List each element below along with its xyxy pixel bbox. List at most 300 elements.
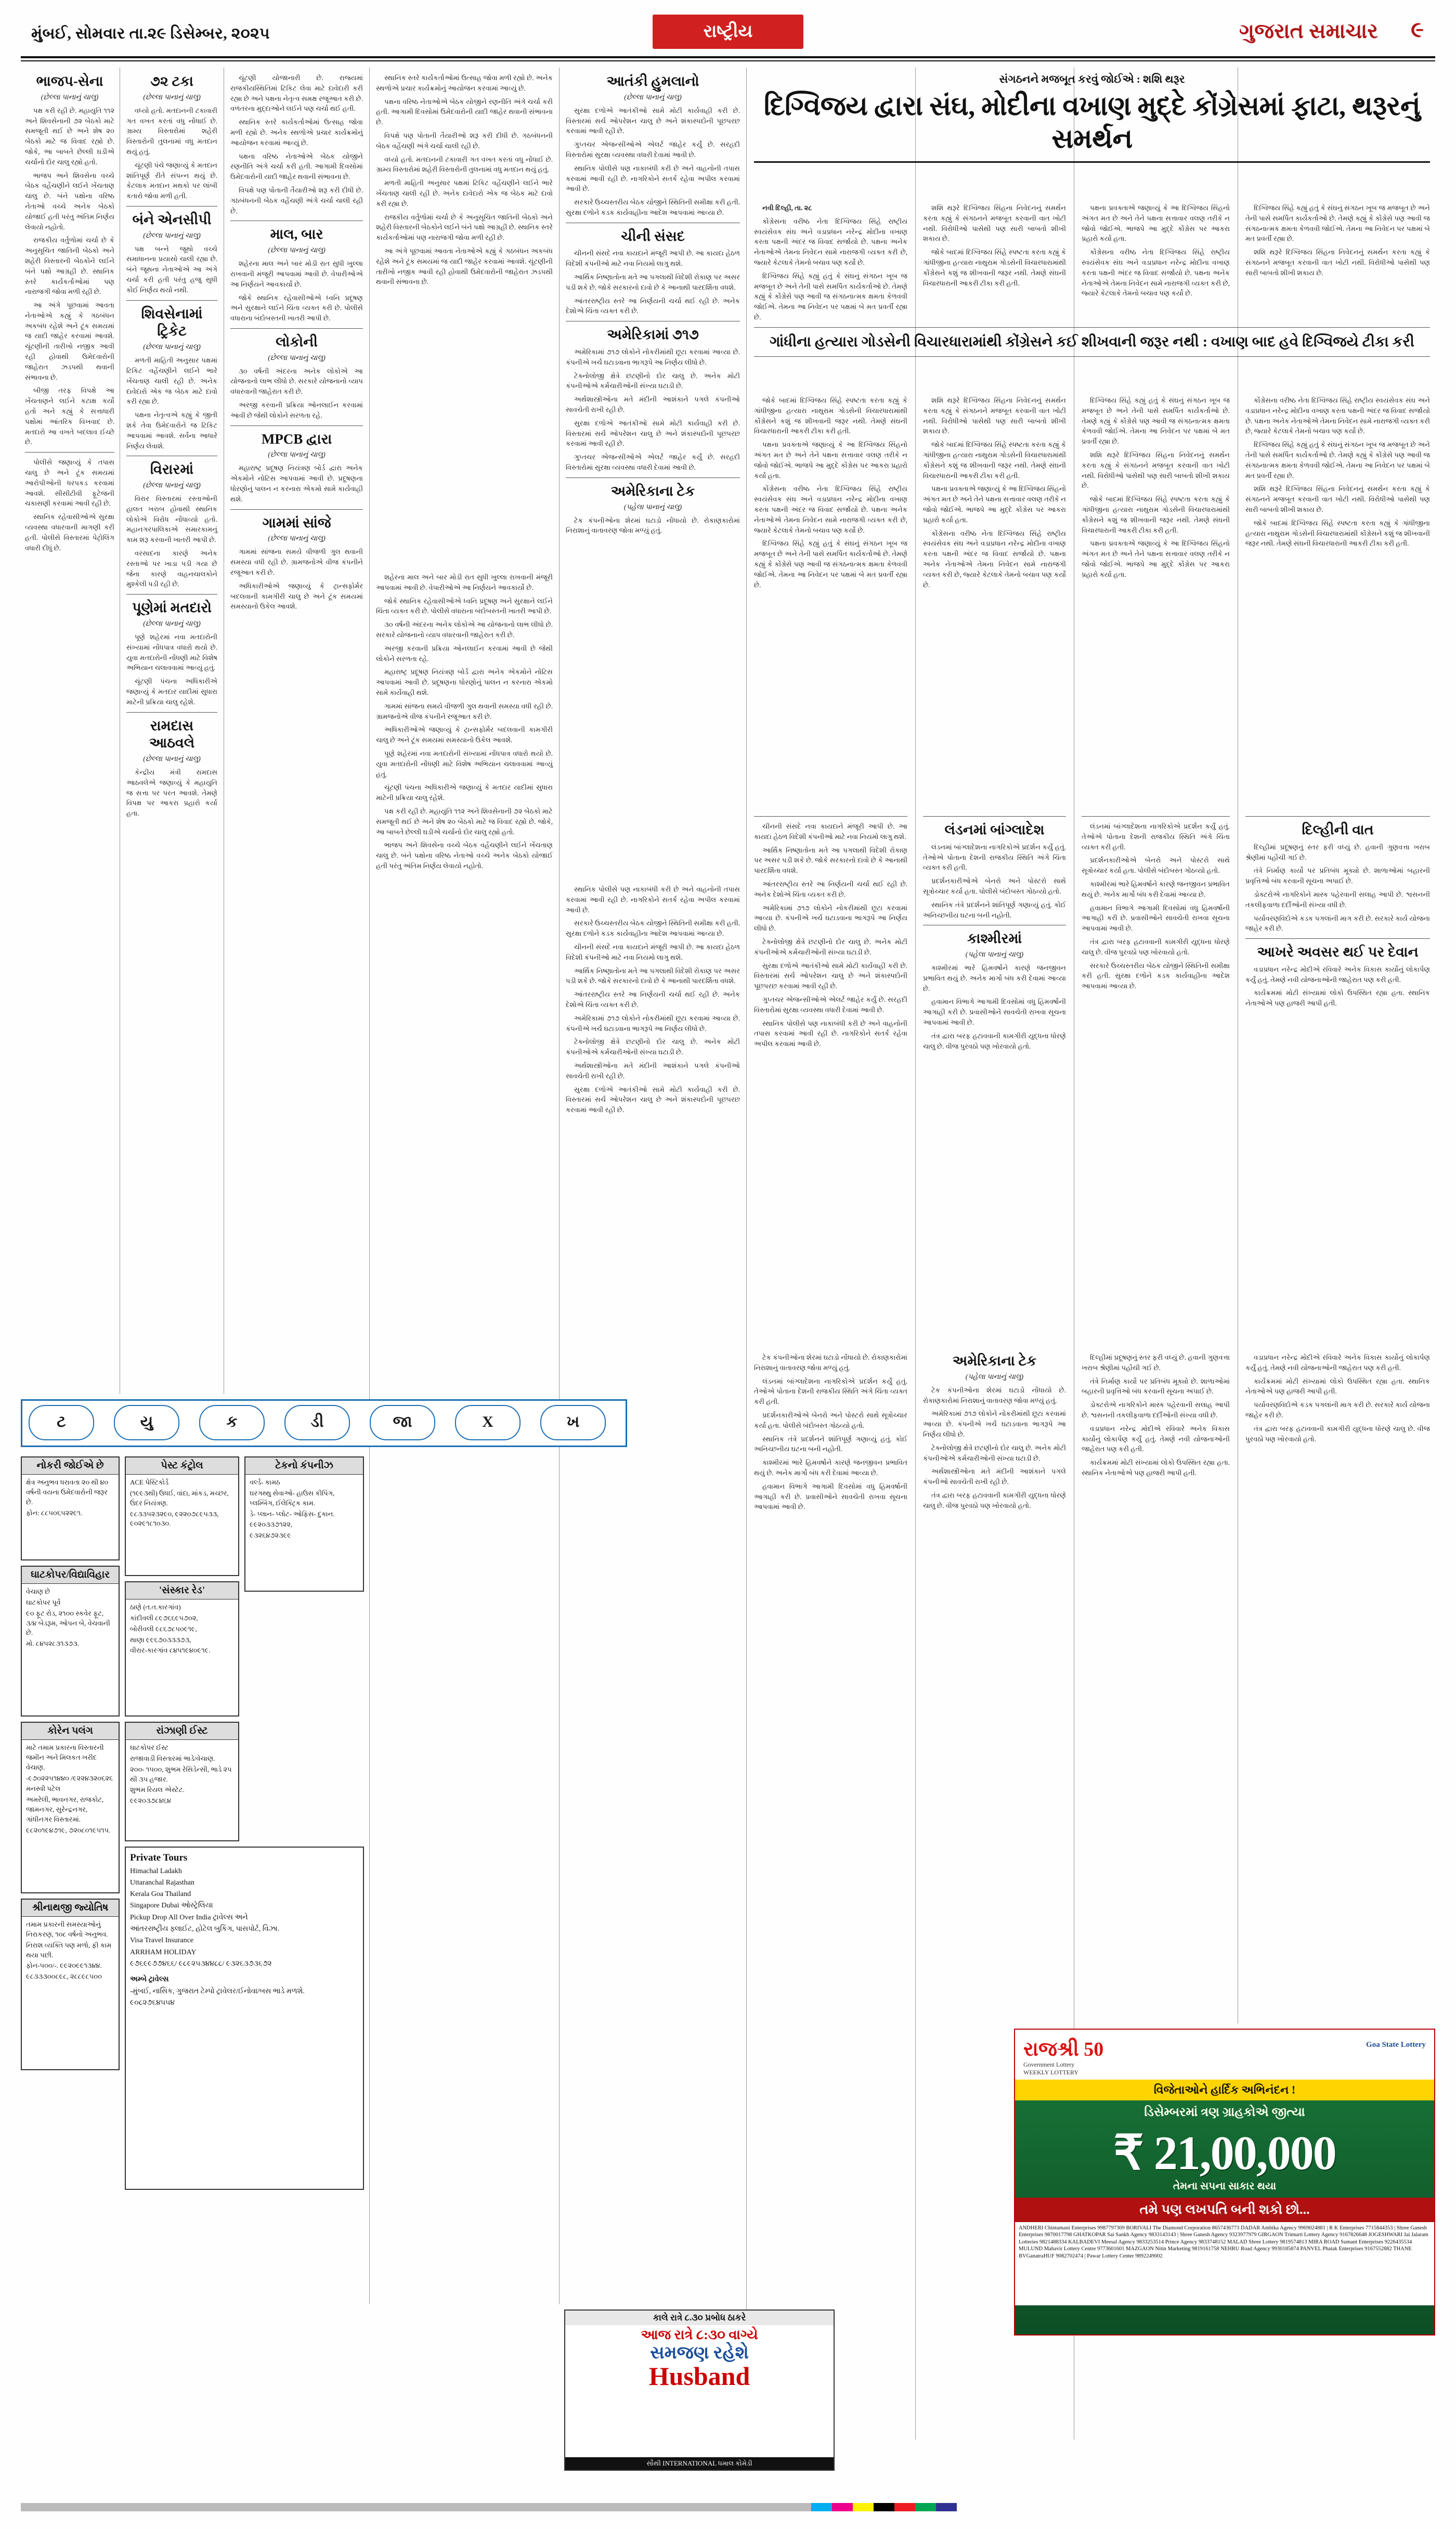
classified-body: [126, 1848, 363, 2012]
paragraph: પ્રદર્શનકારીઓએ બેનરો અને પોસ્ટરો સાથે સૂત્રોચ્ચાર કર્યા હતા. પોલીસે બંદોબસ્ત ગોઠવ્યો હતો.: [923, 877, 1066, 895]
paragraph: સ્થાનિક પોલીસે પણ નાકાબંધી કરી છે અને વાહનોની તપાસ કરવામાં આવી રહી છે. નાગરિકોને સતર્ક રહેવા અપીલ કરવામાં આવી છે.: [566, 164, 740, 193]
divider: [754, 356, 1430, 357]
paragraph: પક્ષના વરિષ્ઠ નેતાઓએ બેઠક યોજીને રણનીતિ અંગે ચર્ચા કરી હતી. આગામી દિવસોમાં ઉમેદવારોની યાદી જાહેર થવાની સંભાવના છે.: [230, 152, 363, 181]
article-bhajap-sena: [25, 73, 114, 553]
paragraph: કાર્યક્રમમાં મોટી સંખ્યામાં લોકો ઉપસ્થિત રહ્યા હતા. સ્થાનિક નેતાઓએ પણ હાજરી આપી હતી.: [1245, 1377, 1430, 1396]
paragraph: વડાપ્રધાન નરેન્દ્ર મોદીએ રવિવારે અનેક વિકાસ કાર્યોનું લોકાર્પણ કર્યું હતું. તેમણે નવી યોજનાઓની જાહેરાત પણ કરી હતી.: [1245, 965, 1430, 984]
article-continuation-note: (પહેલા પાનાનું ચાલુ): [965, 951, 1024, 959]
color-swatch: [478, 2503, 499, 2511]
classified-line: ૯૦ ફૂટ રોડ, ૨૧૦૦ સ્કવેર ફૂટ, ૩/૪ બેડરૂમ, ઓપન બે, વેચવાની છે.: [26, 1609, 110, 1637]
paragraph: દિગ્વિજય સિંહે કહ્યું હતું કે સંઘનું સંગઠન ખૂબ જ મજબૂત છે અને તેની પાસે સમર્પિત કાર્યકર્તાઓ છે. તેમણે કહ્યું કે કોંગ્રેસે પણ આવી જ સંગઠનાત્મક ક્ષમતા કેળવવી જોઈએ. તેમના આ નિવેદન પર પક્ષમાં બે મત પ્રવર્તી રહ્યા છે.: [1245, 204, 1430, 243]
lottery-cta[interactable]: તમે પણ લખપતિ બની શકો છો...: [1015, 2198, 1434, 2222]
classified-line: વર્લ્ડ- કામઠ: [250, 1478, 280, 1486]
paragraph: વિપક્ષે પણ પોતાની તૈયારીઓ શરૂ કરી દીધી છે. ગઠબંધનની બેઠક વહેંચણી અંગે ચર્ચા ચાલી રહી છે.: [230, 186, 363, 215]
classified-line: ઠાણે (ત.ત.કારગાંવ): [130, 1603, 181, 1611]
paragraph: તંત્ર દ્વારા બરફ હટાવવાની કામગીરી યુદ્ધના ધોરણે ચાલુ છે. વીજ પુરવઠો પણ ખોરવાયો હતો.: [1082, 937, 1230, 956]
article-continuation-note: (છેલ્લા પાનાનું ચાલુ): [143, 93, 201, 101]
color-swatch-yellow: [853, 2503, 874, 2511]
paragraph: ટેક કંપનીઓના શેરમાં ઘટાડો નોંધાયો છે. રોકાણકારોમાં નિરાશાનું વાતાવરણ જોવા મળ્યું હતું.: [566, 516, 740, 535]
color-swatch: [166, 2503, 187, 2511]
paragraph: આ અંગે પૂછવામાં આવતા નેતાઓએ કહ્યું કે ગઠબંધન અકબંધ રહેશે અને ટૂંક સમયમાં જ યાદી જાહેર કરવામાં આવશે. ચૂંટણીની તારીખો નજીક આવી રહી હોવાથી ઉમેદવારોની જાહેરાત ઝડપથી થવાની સંભાવના છે.: [25, 301, 114, 381]
lead-col-3: [1082, 203, 1230, 302]
color-swatch: [291, 2503, 312, 2511]
article-heading: અમેરિકાના ટેક: [952, 1353, 1037, 1369]
paragraph: કાશ્મીરમાં ભારે હિમવર્ષાને કારણે જનજીવન પ્રભાવિત થયું છે. અનેક માર્ગો બંધ કરી દેવામાં આવ્યા છે.: [754, 1459, 907, 1477]
paragraph: પક્ષના પ્રવક્તાએ જણાવ્યું કે આ દિગ્વિજય સિંહનો અંગત મત છે અને તેને પક્ષના સત્તાવાર વલણ તરીકે ન જોવો જોઈએ. ભાજપે આ મુદ્દે કોંગ્રેસ પર આકરા પ્રહારો કર્યા હતા.: [754, 441, 907, 480]
article-body: [1082, 395, 1230, 580]
classified-token-band: [21, 1399, 627, 1447]
article-continuation-note: (પહેલા પાનાનું ચાલુ): [623, 503, 682, 511]
paragraph: તંત્રે નિર્માણ કાર્યો પર પ્રતિબંધ મૂક્યો છે. શાળાઓમાં બહારની પ્રવૃત્તિઓ બંધ કરવાની સૂચના અપાઈ છે.: [1245, 867, 1430, 885]
color-swatch: [21, 2503, 42, 2511]
paragraph: કેન્દ્રીય મંત્રી રામદાસ આઠવલેએ જણાવ્યું કે મહાયુતિ જ સત્તા પર પરત આવશે. તેમણે વિપક્ષ પર આકરા પ્રહારો કર્યા હતા.: [126, 768, 217, 818]
classified-title: 'સંસ્કાર રેડ': [126, 1582, 238, 1599]
classified-ad[interactable]: [244, 1456, 364, 1592]
token-cell: જા: [370, 1405, 435, 1440]
classified-title: અમ્બે ટ્રાવેલ્સ: [130, 1976, 169, 1984]
dateline: નવી દિલ્હી, તા. ૨૮: [762, 204, 812, 212]
paragraph: કોંગ્રેસના વરીષ્ઠ નેતા દિગ્વિજય સિંહે રાષ્ટ્રીય સ્વયંસેવક સંઘ અને વડાપ્રધાન નરેન્દ્ર મોદીના વખાણ કરતા પક્ષની અંદર જ વિવાદ સર્જાયો છે. પક્ષના અનેક નેતાઓએ તેમના નિવેદન સામે નારાજગી વ્યક્ત કરી છે, જ્યારે કેટલાકે તેમનો બચાવ પણ કર્યો છે.: [923, 529, 1066, 589]
lead-headline: દિગ્વિજય દ્વારા સંઘ, મોદીના વખાણ મુદ્દે કોંગ્રેસમાં ફાટા, થરૂરનું સમર્થન: [763, 92, 1421, 154]
color-swatch: [250, 2503, 270, 2511]
paragraph: જોકે બાદમાં દિગ્વિજય સિંહે સ્પષ્ટતા કરતા કહ્યું કે ગાંધીજીના હત્યારા નાથુરામ ગોડસેની વિચારધારામાંથી કોંગ્રેસને કશું જ શીખવાની જરૂર નથી. તેમણે સંઘની વિચારધારાની આકરી ટીકા કરી હતી.: [1245, 519, 1430, 548]
article-body: [923, 963, 1066, 1051]
column-1: [25, 73, 114, 556]
classified-line: ફોન-૫૦૦/-. ૯૯૨૦૯૯૧૩૪૪.: [26, 1962, 102, 1970]
classified-line: ૯૯૨૦૩૭૮૪૬૪: [130, 1797, 172, 1805]
paragraph: ટેક્નોલોજી ક્ષેત્રે છટણીનો દોર ચાલુ છે. અનેક મોટી કંપનીઓએ કર્મચારીઓની સંખ્યા ઘટાડી છે.: [566, 1038, 740, 1056]
paragraph: દિગ્વિજય સિંહે કહ્યું હતું કે સંઘનું સંગઠન ખૂબ જ મજબૂત છે અને તેની પાસે સમર્પિત કાર્યકર્તાઓ છે. તેમણે કહ્યું કે કોંગ્રેસે પણ આવી જ સંગઠનાત્મક ક્ષમતા કેળવવી જોઈએ. તેમના આ નિવેદન પર પક્ષમાં બે મત પ્રવર્તી રહ્યા છે.: [754, 272, 907, 321]
article-body: [754, 203, 907, 322]
paragraph: તંત્ર દ્વારા બરફ હટાવવાની કામગીરી યુદ્ધના ધોરણે ચાલુ છે. વીજ પુરવઠો પણ ખોરવાયો હતો.: [923, 1491, 1066, 1509]
lottery-weekly-label: WEEKLY LOTTERY: [1023, 2069, 1078, 2076]
paragraph: પક્ષના પ્રવક્તાએ જણાવ્યું કે આ દિગ્વિજય સિંહનો અંગત મત છે અને તેને પક્ષના સત્તાવાર વલણ તરીકે ન જોવો જોઈએ. ભાજપે આ મુદ્દે કોંગ્રેસ પર આકરા પ્રહારો કર્યા હતા.: [923, 485, 1066, 524]
paragraph: સુરક્ષા દળોએ આતંકીઓ સામે મોટી કાર્યવાહી કરી છે. વિસ્તારમાં સર્ચ ઓપરેશન ચાલુ છે અને શંકાસ્પદોની પૂછપરછ કરવામાં આવી રહી છે.: [566, 1085, 740, 1114]
paragraph: સ્થાનિક સ્તરે કાર્યકર્તાઓમાં ઉત્સાહ જોવા મળી રહ્યો છે. અનેક સ્થળોએ પ્રચાર કાર્યક્રમોનું આયોજન કરવામાં આવ્યું છે.: [230, 118, 363, 147]
color-swatch: [770, 2503, 790, 2511]
paragraph: ગુપ્તચર એજન્સીઓએ એલર્ટ જાહેર કર્યું છે. સરહદી વિસ્તારોમાં સુરક્ષા વ્યવસ્થા વધારી દેવામાં આવી છે.: [754, 995, 907, 1014]
paragraph: આંતરરાષ્ટ્રીય સ્તરે આ નિર્ણયની ચર્ચા થઈ રહી છે. અનેક દેશોએ ચિંતા વ્યક્ત કરી છે.: [566, 990, 740, 1009]
paragraph: પોલીસે જણાવ્યું કે તપાસ ચાલુ છે અને ટૂંક સમયમાં આરોપીઓની ધરપકડ કરવામાં આવશે. સીસીટીવી ફૂટેજની ચકાસણી કરવામાં આવી રહી છે.: [25, 458, 114, 508]
paragraph: લંડનમાં બાંગ્લાદેશના નાગરિકોએ પ્રદર્શન કર્યું હતું. તેઓએ પોતાના દેશની રાજકીય સ્થિતિ અંગે ચિંતા વ્યક્ત કરી હતી.: [923, 843, 1066, 872]
article-body: [566, 106, 740, 218]
lottery-brand: [1023, 2038, 1103, 2076]
theatre-ad-subline: આજ રાત્રે ૮:૩૦ વાગ્યે: [641, 2327, 758, 2342]
article-body: [923, 203, 1066, 288]
classified-line: ડે- પ્લાન- પ્લોટ- ઓફિસ- દુકાન.: [250, 1509, 335, 1518]
paragraph: સ્થાનિક તંત્રે પ્રદર્શનને શાંતિપૂર્ણ ગણાવ્યું હતું. કોઈ અનિચ્છનીય ઘટના બની નહોતી.: [923, 900, 1066, 919]
column-divider: [746, 68, 747, 2440]
paragraph: ટેક કંપનીઓના શેરમાં ઘટાડો નોંધાયો છે. રોકાણકારોમાં નિરાશાનું વાતાવરણ જોવા મળ્યું હતું.: [923, 1386, 1066, 1404]
paragraph: આંતરરાષ્ટ્રીય સ્તરે આ નિર્ણયની ચર્ચા થઈ રહી છે. અનેક દેશોએ ચિંતા વ્યક્ત કરી છે.: [566, 296, 740, 315]
article-body: [230, 547, 363, 612]
article-continuation-note: (છેલ્લા પાનાનું ચાલુ): [143, 231, 201, 240]
color-swatch: [83, 2503, 104, 2511]
paragraph: જોકે બાદમાં દિગ્વિજય સિંહે સ્પષ્ટતા કરતા કહ્યું કે ગાંધીજીના હત્યારા નાથુરામ ગોડસેની વિચારધારામાંથી કોંગ્રેસને કશું જ શીખવાની જરૂર નથી. તેમણે સંઘની વિચારધારાની આકરી ટીકા કરી હતી.: [923, 441, 1066, 480]
color-swatch-red: [894, 2503, 915, 2511]
lead-cont-3: [1082, 395, 1230, 583]
article-body: [126, 767, 217, 819]
color-swatch: [312, 2503, 333, 2511]
paragraph: સ્થાનિક સ્તરે કાર્યકર્તાઓમાં ઉત્સાહ જોવા મળી રહ્યો છે. અનેક સ્થળોએ પ્રચાર કાર્યક્રમોનું આયોજન કરવામાં આવ્યું છે.: [376, 74, 553, 92]
classified-body: [126, 1475, 238, 1533]
article-body: [126, 106, 217, 201]
article-body-2: [25, 457, 114, 553]
classified-body: [245, 1475, 363, 1545]
lead-subhead-band: [754, 322, 1430, 362]
color-swatch: [395, 2503, 416, 2511]
color-swatch: [270, 2503, 291, 2511]
paragraph: અધિકારીઓએ જણાવ્યું કે ટ્રાન્સફોર્મર બદલવાની કામગીરી ચાલુ છે અને ટૂંક સમયમાં સમસ્યાનો ઉકેલ આવશે.: [230, 582, 363, 611]
article-body: [923, 842, 1066, 921]
article-body: [1245, 842, 1430, 934]
article-continuation-note: (છેલ્લા પાનાનું ચાલુ): [268, 535, 326, 543]
theatre-ad-name: Husband: [648, 2362, 750, 2391]
article-body: [126, 244, 217, 295]
lottery-prize-amount: [1015, 2125, 1434, 2180]
article-heading: માલ, બાર: [270, 226, 323, 242]
article-continuation-note: (પહેલા પાનાનું ચાલુ): [965, 1373, 1024, 1381]
article-heading: ગામમાં સાંજે: [262, 514, 331, 531]
paragraph: પક્ષના વરિષ્ઠ નેતાઓએ બેઠક યોજીને રણનીતિ અંગે ચર્ચા કરી હતી. આગામી દિવસોમાં ઉમેદવારોની યાદી જાહેર થવાની સંભાવના છે.: [376, 97, 553, 126]
paragraph: દિલ્હીમાં પ્રદૂષણનું સ્તર ફરી વધ્યું છે. હવાની ગુણવત્તા ખરાબ શ્રેણીમાં પહોંચી ગઈ છે.: [1082, 1353, 1230, 1372]
color-swatch: [645, 2503, 666, 2511]
column-3: [230, 73, 363, 615]
paragraph: તંત્ર દ્વારા બરફ હટાવવાની કામગીરી યુદ્ધના ધોરણે ચાલુ છે. વીજ પુરવઠો પણ ખોરવાયો હતો.: [923, 1031, 1066, 1050]
paragraph: ૩૦ વર્ષની અંદરના અનેક લોકોએ આ યોજનાનો લાભ લીધો છે. સરકારે યોજનાનો વ્યાપ વધારવાની જાહેરાત કરી છે.: [376, 621, 553, 639]
paragraph: ડોક્ટરોએ નાગરિકોને માસ્ક પહેરવાની સલાહ આપી છે. શ્વસનની તકલીફવાળા દર્દીઓની સંખ્યા વધી છે.: [1245, 890, 1430, 909]
color-swatch: [728, 2503, 749, 2511]
article-body: [1082, 203, 1230, 299]
lead-col-2: [923, 203, 1066, 291]
color-swatch: [541, 2503, 562, 2511]
article-heading: પૂણેમાં મતદારો: [132, 600, 212, 616]
paragraph: આ અંગે પૂછવામાં આવતા નેતાઓએ કહ્યું કે ગઠબંધન અકબંધ રહેશે અને ટૂંક સમયમાં જ યાદી જાહેર કરવામાં આવશે. ચૂંટણીની તારીખો નજીક આવી રહી હોવાથી ઉમેદવારોની જાહેરાત ઝડપથી થવાની સંભાવના છે.: [376, 247, 553, 286]
paragraph: અમેરિકામાં ૭૧૭ લોકોને નોકરીમાંથી છૂટા કરવામાં આવ્યા છે. કંપનીએ ખર્ચ ઘટાડવાના ભાગરૂપે આ નિર્ણય લીધો છે.: [923, 1410, 1066, 1438]
color-swatch: [520, 2503, 541, 2511]
lottery-ad-header: [1015, 2030, 1434, 2080]
classified-line: ૯૮૩૩૫૨૩૨૯૦, ૯૨૨૦૭૮૯૫૩૩, ૯૦૨૯૧૮૧૦૩૦.: [130, 1509, 219, 1528]
article-body: [923, 395, 1066, 590]
article-body: [126, 632, 217, 707]
column-6: [923, 811, 1066, 1054]
paragraph: ગુપ્તચર એજન્સીઓએ એલર્ટ જાહેર કર્યું છે. સરહદી વિસ્તારોમાં સુરક્ષા વ્યવસ્થા વધારી દેવામાં આવી છે.: [566, 140, 740, 159]
column-5-lower: [754, 1352, 907, 1515]
paragraph: ચીનની સંસદે નવા કાયદાને મંજૂરી આપી છે. આ કાયદા હેઠળ વિદેશી કંપનીઓ માટે નવા નિયમો લાગુ થશે.: [566, 249, 740, 268]
paragraph: અર્થશાસ્ત્રીઓના મતે મંદીની આશંકાને પગલે કંપનીઓ સાવચેતી રાખી રહી છે.: [566, 395, 740, 414]
article-heading: આખરે અવસર થઈ પર દેવાન: [1257, 944, 1419, 960]
token-cell: યુ: [114, 1405, 179, 1440]
article-body: [230, 73, 363, 216]
article-body: [566, 515, 740, 536]
classified-ad[interactable]: [21, 1899, 120, 2070]
paragraph: જોકે બાદમાં દિગ્વિજય સિંહે સ્પષ્ટતા કરતા કહ્યું કે ગાંધીજીના હત્યારા નાથુરામ ગોડસેની વિચારધારામાંથી કોંગ્રેસને કશું જ શીખવાની જરૂર નથી. તેમણે સંઘની વિચારધારાની આકરી ટીકા કરી હતી.: [754, 396, 907, 435]
paragraph: વધ્યો હતો. મતદાનની ટકાવારી ગત વખત કરતાં વધુ નોંધાઈ છે. ગ્રામ્ય વિસ્તારોમાં શહેરી વિસ્તારોની તુલનામાં વધુ મતદાન થયું હતું.: [126, 106, 217, 156]
paragraph: ટેક્નોલોજી ક્ષેત્રે છટણીનો દોર ચાલુ છે. અનેક મોટી કંપનીઓએ કર્મચારીઓની સંખ્યા ઘટાડી છે.: [566, 371, 740, 390]
color-swatch-cyan: [811, 2503, 832, 2511]
color-swatch: [603, 2503, 624, 2511]
paragraph: દિગ્વિજય સિંહે કહ્યું હતું કે સંઘનું સંગઠન ખૂબ જ મજબૂત છે અને તેની પાસે સમર્પિત કાર્યકર્તાઓ છે. તેમણે કહ્યું કે કોંગ્રેસે પણ આવી જ સંગઠનાત્મક ક્ષમતા કેળવવી જોઈએ. તેમના આ નિવેદન પર પક્ષમાં બે મત પ્રવર્તી રહ્યા છે.: [754, 539, 907, 589]
divider: [754, 161, 1430, 163]
paragraph: હવામાન વિભાગે આગામી દિવસોમાં વધુ હિમવર્ષાની આગાહી કરી છે. પ્રવાસીઓને સાવચેતી રાખવા સૂચના આપવામાં આવી છે.: [1082, 904, 1230, 933]
classified-ad-tours[interactable]: [125, 1847, 364, 2190]
paragraph: પૂણે શહેરમાં નવા મતદારોની સંખ્યામાં નોંધપાત્ર વધારો થયો છે. યુવા મતદારોની નોંધણી માટે વિશેષ અભિયાન ચલાવવામાં આવ્યું હતું.: [126, 633, 217, 672]
article-heading: ચીની સંસદ: [621, 228, 685, 244]
page-number: ૯: [1411, 18, 1424, 42]
paragraph: કાર્યક્રમમાં મોટી સંખ્યામાં લોકો ઉપસ્થિત રહ્યા હતા. સ્થાનિક નેતાઓએ પણ હાજરી આપી હતી.: [1245, 989, 1430, 1008]
color-swatch-magenta: [832, 2503, 853, 2511]
article-heading: દિલ્હીની વાત: [1302, 822, 1374, 837]
paragraph: જોકે સ્થાનિક રહેવાસીઓએ ધ્વનિ પ્રદૂષણ અને સુરક્ષાને લઈને ચિંતા વ્યક્ત કરી છે. પોલીસે વધારાના બંદોબસ્તની ખાતરી આપી છે.: [230, 293, 363, 322]
classified-body: [126, 1740, 238, 1810]
article-heading: શિવસેનામાં ટ્રિકેટ: [141, 305, 203, 339]
article-body: [566, 248, 740, 316]
section-label: રાષ્ટ્રીય: [703, 22, 753, 41]
classified-line: Himachal Ladakh: [130, 1867, 182, 1875]
lottery-note: તેમના સપના સાકાર થયા: [1173, 2180, 1277, 2192]
article-heading: લંડનમાં બાંગ્લાદેશ: [944, 822, 1045, 837]
classified-ad[interactable]: [125, 1456, 239, 1576]
lottery-brand-name: રાજશ્રી 50: [1023, 2038, 1104, 2060]
paragraph: સુરક્ષા દળોએ આતંકીઓ સામે મોટી કાર્યવાહી કરી છે. વિસ્તારમાં સર્ચ ઓપરેશન ચાલુ છે અને શંકાસ્પદોની પૂછપરછ કરવામાં આવી રહી છે.: [566, 419, 740, 448]
lottery-ad[interactable]: [1014, 2029, 1435, 2336]
article-continuation-note: (છેલ્લા પાનાનું ચાલુ): [268, 451, 326, 459]
paragraph: ગુપ્તચર એજન્સીઓએ એલર્ટ જાહેર કર્યું છે. સરહદી વિસ્તારોમાં સુરક્ષા વ્યવસ્થા વધારી દેવામાં આવી છે.: [566, 453, 740, 471]
paragraph: જોકે બાદમાં દિગ્વિજય સિંહે સ્પષ્ટતા કરતા કહ્યું કે ગાંધીજીના હત્યારા નાથુરામ ગોડસેની વિચારધારામાંથી કોંગ્રેસને કશું જ શીખવાની જરૂર નથી. તેમણે સંઘની વિચારધારાની આકરી ટીકા કરી હતી.: [1082, 495, 1230, 534]
classified-line: નિરાશ વ્યક્તિ પણ મળો, ફી કામ થયા પછી.: [26, 1941, 112, 1959]
token-cell: ખ: [540, 1405, 606, 1440]
divider: [923, 816, 1066, 817]
classified-line: ફોન: ૮૮૫૦૬૫૨૨૯૧.: [26, 1508, 83, 1517]
lead-cont-2: [923, 395, 1066, 593]
classified-line: ૯૩૨૬૪૭૨૩૯૯: [250, 1531, 292, 1540]
article-body: [566, 347, 740, 473]
paragraph: સરકારે ઉચ્ચસ્તરીય બેઠક યોજીને સ્થિતિની સમીક્ષા કરી હતી. સુરક્ષા દળોને કડક કાર્યવાહીના આદેશ આપવામાં આવ્યા છે.: [1082, 961, 1230, 990]
lead-kicker: સંગઠનને મજબૂત કરવું જોઈએ : શશિ થરૂર: [999, 73, 1185, 85]
paragraph: હવામાન વિભાગે આગામી દિવસોમાં વધુ હિમવર્ષાની આગાહી કરી છે. પ્રવાસીઓને સાવચેતી રાખવા સૂચના આપવામાં આવી છે.: [923, 998, 1066, 1027]
divider: [126, 594, 217, 595]
paragraph: શશિ થરૂરે દિગ્વિજય સિંહના નિવેદનનું સમર્થન કરતા કહ્યું કે સંગઠનને મજબૂત કરવાની વાત ખોટી નથી. વિરોધીઓ પાસેથી પણ સારી બાબતો શીખી શકાય છે.: [923, 204, 1066, 243]
paragraph: પક્ષના પ્રવક્તાએ જણાવ્યું કે આ દિગ્વિજય સિંહનો અંગત મત છે અને તેને પક્ષના સત્તાવાર વલણ તરીકે ન જોવો જોઈએ. ભાજપે આ મુદ્દે કોંગ્રેસ પર આકરા પ્રહારો કર્યા હતા.: [1082, 539, 1230, 578]
paragraph: શહેરના માલ અને બાર મોડી રાત સુધી ખુલ્લા રાખવાની મંજૂરી આપવામાં આવી છે. વેપારીઓએ આ નિર્ણયને આવકાર્યો છે.: [230, 260, 363, 288]
paragraph: કાશ્મીરમાં ભારે હિમવર્ષાને કારણે જનજીવન પ્રભાવિત થયું છે. અનેક માર્ગો બંધ કરી દેવામાં આવ્યા છે.: [1082, 880, 1230, 898]
classified-line: ઘાટકોપર પૂર્વ: [26, 1598, 61, 1606]
paragraph: શશિ થરૂરે દિગ્વિજય સિંહના નિવેદનનું સમર્થન કરતા કહ્યું કે સંગઠનને મજબૂત કરવાની વાત ખોટી નથી. વિરોધીઓ પાસેથી પણ સારી બાબતો શીખી શકાય છે.: [1245, 485, 1430, 513]
classified-line: અમરેલી, ભાવનગર, રાજકોટ, જામનગર, સુરેન્દ્રનગર, ગાંધીનગર વિસ્તારમાં.: [26, 1796, 104, 1823]
classified-line: ઘાટકોપર ઈસ્ટ: [130, 1744, 169, 1751]
lottery-congrats-strip: વિજેતાઓને હાર્દિક અભિનંદન !: [1015, 2080, 1434, 2100]
paragraph: સ્થાનિક પોલીસે પણ નાકાબંધી કરી છે અને વાહનોની તપાસ કરવામાં આવી રહી છે. નાગરિકોને સતર્ક રહેવા અપીલ કરવામાં આવી છે.: [566, 885, 740, 914]
article-heading: ભાજપ-સેના: [36, 73, 103, 89]
paragraph: સ્થાનિક પોલીસે પણ નાકાબંધી કરી છે અને વાહનોની તપાસ કરવામાં આવી રહી છે. નાગરિકોને સતર્ક રહેવા અપીલ કરવામાં આવી છે.: [754, 1019, 907, 1048]
paragraph: ટેક્નોલોજી ક્ષેત્રે છટણીનો દોર ચાલુ છે. અનેક મોટી કંપનીઓએ કર્મચારીઓની સંખ્યા ઘટાડી છે.: [923, 1443, 1066, 1462]
paragraph: દિગ્વિજય સિંહે કહ્યું હતું કે સંઘનું સંગઠન ખૂબ જ મજબૂત છે અને તેની પાસે સમર્પિત કાર્યકર્તાઓ છે. તેમણે કહ્યું કે કોંગ્રેસે પણ આવી જ સંગઠનાત્મક ક્ષમતા કેળવવી જોઈએ. તેમના આ નિવેદન પર પક્ષમાં બે મત પ્રવર્તી રહ્યા છે.: [1245, 441, 1430, 480]
column-4-lower: [566, 884, 740, 1118]
classified-ad[interactable]: [21, 1722, 120, 1893]
classified-title: ટેકનો કંપનીઝ: [245, 1457, 363, 1475]
classified-body: [126, 1599, 238, 1660]
paragraph: વિપક્ષે પણ પોતાની તૈયારીઓ શરૂ કરી દીધી છે. ગઠબંધનની બેઠક વહેંચણી અંગે ચર્ચા ચાલી રહી છે.: [376, 131, 553, 150]
article-body: [754, 1352, 907, 1512]
paragraph: સરકારે ઉચ્ચસ્તરીય બેઠક યોજીને સ્થિતિની સમીક્ષા કરી હતી. સુરક્ષા દળોને કડક કાર્યવાહીના આદેશ આપવામાં આવ્યા છે.: [566, 919, 740, 938]
article-body: [1245, 203, 1430, 278]
paragraph: સરકારે ઉચ્ચસ્તરીય બેઠક યોજીને સ્થિતિની સમીક્ષા કરી હતી. સુરક્ષા દળોને કડક કાર્યવાહીના આદેશ આપવામાં આવ્યા છે.: [566, 198, 740, 216]
lead-subheadline: ગાંધીના હત્યારા ગોડસેની વિચારધારામાંથી કોંગ્રેસને કઈ શીખવાની જરૂર નથી : વખાણ બાદ હવે દિગ્વિજયે ટીકા કરી: [770, 334, 1414, 350]
classified-line: -મુંબઈ, નાસિક, ગુજરાત ટેમ્પો ટ્રાવેલર/ઈનોવા/બસ ભાડે મળશે.: [130, 1987, 305, 1995]
paragraph: ગામમાં સાંજના સમયે વીજળી ગુલ થવાની સમસ્યા વધી રહી છે. ગ્રામજનોએ વીજ કંપનીને રજૂઆત કરી છે.: [230, 548, 363, 576]
classified-line: -૯૭૦૨૨૫૧૪૪૦ /૯૨૨૪૩૨૦૬૨૬: [26, 1774, 113, 1782]
paragraph: દિગ્વિજય સિંહે કહ્યું હતું કે સંઘનું સંગઠન ખૂબ જ મજબૂત છે અને તેની પાસે સમર્પિત કાર્યકર્તાઓ છે. તેમણે કહ્યું કે કોંગ્રેસે પણ આવી જ સંગઠનાત્મક ક્ષમતા કેળવવી જોઈએ. તેમના આ નિવેદન પર પક્ષમાં બે મત પ્રવર્તી રહ્યા છે.: [1082, 396, 1230, 446]
paragraph: અમેરિકામાં ૭૧૭ લોકોને નોકરીમાંથી છૂટા કરવામાં આવ્યા છે. કંપનીએ ખર્ચ ઘટાડવાના ભાગરૂપે આ નિર્ણય લીધો છે.: [754, 904, 907, 933]
article-heading: રામદાસ આઠવલે: [149, 717, 195, 751]
color-swatch: [42, 2503, 62, 2511]
lead-cont-1: [754, 395, 907, 593]
paragraph: પ્રદર્શનકારીઓએ બેનરો અને પોસ્ટરો સાથે સૂત્રોચ્ચાર કર્યા હતા. પોલીસે બંદોબસ્ત ગોઠવ્યો હતો.: [1082, 856, 1230, 875]
lead-col-1: [754, 203, 907, 326]
color-swatch: [354, 2503, 374, 2511]
classified-line: રાજાવાડી વિસ્તારમાં ભાડે/વેચાણ.: [130, 1754, 215, 1762]
classified-line: તમામ પ્રકારની સમસ્યાઓનું નિરાકરણ, ૧૦૮ વર્ષનો અનુભવ.: [26, 1920, 108, 1938]
paragraph: અધિકારીઓએ જણાવ્યું કે ટ્રાન્સફોર્મર બદલવાની કામગીરી ચાલુ છે અને ટૂંક સમયમાં સમસ્યાનો ઉકેલ આવશે.: [376, 726, 553, 744]
article-heading: અમેરિકાના ટેક: [610, 483, 695, 499]
color-swatch: [790, 2503, 811, 2511]
article-heading: બંને એનસીપી: [132, 211, 212, 227]
token-cell: X: [455, 1405, 521, 1440]
column-8: [1245, 811, 1430, 1012]
color-swatch: [229, 2503, 250, 2511]
paragraph: ભાજપ અને શિવસેના વચ્ચે બેઠક વહેંચણીને લઈને ખેંચતાણ ચાલુ છે. બંને પક્ષોના વરિષ્ઠ નેતાઓ વચ્ચે અનેક બેઠકો યોજાઈ હતી પરંતુ અંતિમ નિર્ણય લેવાયો નહોતો.: [25, 171, 114, 231]
article-body: [1082, 821, 1230, 991]
paragraph: મળતી માહિતી અનુસાર પક્ષમાં ટિકિટ વહેંચણીને લઈને ભારે ખેંચતાણ ચાલી રહી છે. અનેક દાવેદારો એક જ બેઠક માટે દાવો કરી રહ્યા છે.: [126, 356, 217, 406]
color-swatch: [582, 2503, 603, 2511]
paragraph: ડોક્ટરોએ નાગરિકોને માસ્ક પહેરવાની સલાહ આપી છે. શ્વસનની તકલીફવાળા દર્દીઓની સંખ્યા વધી છે.: [1082, 1401, 1230, 1419]
article-body: [754, 395, 907, 590]
classified-line: ૨૦૦- ૧૫૦૦, શુભમ રેસિડેન્સી, ભાડે ૨૫ થી ૩૫ હજાર.: [130, 1765, 232, 1783]
classified-ad[interactable]: [21, 1456, 120, 1560]
article-heading: અમેરિકામાં ૭૧૭: [607, 327, 699, 343]
divider: [1082, 816, 1230, 817]
article-heading: ૭૨ ટકા: [150, 73, 193, 89]
divider: [1245, 816, 1430, 817]
color-swatch: [374, 2503, 395, 2511]
lead-cont-4: [1245, 395, 1430, 552]
classified-line: ACE પેસ્ટિકોર્ડ: [130, 1478, 169, 1486]
classified-line: આંતરરાષ્ટ્રીય ફ્લાઈટ, હોટેલ બુકિંગ, પાસપોર્ટ, વિઝા.: [130, 1925, 280, 1933]
classified-line: શુભમ રિયલ એસ્ટેટ.: [130, 1786, 185, 1794]
color-swatch: [707, 2503, 728, 2511]
classified-title: શ્રીનાથજી જ્યોતિષ: [22, 1900, 119, 1917]
color-registration-bar: [21, 2503, 1435, 2511]
theatre-ad[interactable]: [564, 2309, 835, 2471]
color-swatch-blue: [936, 2503, 957, 2511]
masthead-rule-2: [21, 60, 1435, 61]
section-label-badge: [653, 15, 803, 49]
lottery-winner-line: ડિસેમ્બરમાં ત્રણ ગ્રાહકોએ જીત્યા: [1144, 2106, 1305, 2119]
classified-ad[interactable]: [125, 1581, 239, 1717]
classified-line: વેચાણ છે: [26, 1588, 50, 1595]
paragraph: સુરક્ષા દળોએ આતંકીઓ સામે મોટી કાર્યવાહી કરી છે. વિસ્તારમાં સર્ચ ઓપરેશન ચાલુ છે અને શંકાસ્પદોની પૂછપરછ કરવામાં આવી રહી છે.: [566, 106, 740, 135]
paragraph: લંડનમાં બાંગ્લાદેશના નાગરિકોએ પ્રદર્શન કર્યું હતું. તેઓએ પોતાના દેશની રાજકીય સ્થિતિ અંગે ચિંતા વ્યક્ત કરી હતી.: [754, 1377, 907, 1406]
paragraph: તંત્ર દ્વારા બરફ હટાવવાની કામગીરી યુદ્ધના ધોરણે ચાલુ છે. વીજ પુરવઠો પણ ખોરવાયો હતો.: [1245, 1424, 1430, 1443]
column-3b: [376, 73, 553, 290]
paragraph: પક્ષના પ્રવક્તાએ જણાવ્યું કે આ દિગ્વિજય સિંહનો અંગત મત છે અને તેને પક્ષના સત્તાવાર વલણ તરીકે ન જોવો જોઈએ. ભાજપે આ મુદ્દે કોંગ્રેસ પર આકરા પ્રહારો કર્યા હતા.: [1082, 204, 1230, 243]
article-body: [126, 355, 217, 451]
article-continuation-note: (છેલ્લા પાનાનું ચાલુ): [624, 93, 682, 101]
classified-line: ૯૭૬૯૯૭૭૪૬૬/ ૯૮૯૨૫૩૪૪૮૮/ ૯૩૨૬૩૭૩૬૭૨: [130, 1959, 272, 1968]
divider: [126, 712, 217, 713]
article-continuation-note: (છેલ્લા પાનાનું ચાલુ): [41, 93, 99, 101]
article-continuation-note: (છેલ્લા પાનાનું ચાલુ): [143, 620, 201, 628]
article-heading: આતંકી હુમલાનો: [606, 73, 699, 89]
paragraph: ચીનની સંસદે નવા કાયદાને મંજૂરી આપી છે. આ કાયદા હેઠળ વિદેશી કંપનીઓ માટે નવા નિયમો લાગુ થશે.: [566, 943, 740, 961]
paragraph: પક્ષ કરી રહી છે. મહાયુતિ ૧૧૨ અને શિવસેનાની ૭૨ બેઠકો માટે સમજૂતી થઈ છે અને શેષ ૨૦ બેઠકો માટે જ વિવાદ રહ્યો છે. જોકે, આ બાબતે છેલ્લી ઘડીએ ચર્ચાનો દોર ચાલુ રહ્યો હતો.: [376, 807, 553, 836]
color-swatch: [416, 2503, 437, 2511]
classified-title: ઘાટકોપર/વિદ્યાવિહાર: [22, 1567, 119, 1584]
column-6-lower: [923, 1352, 1066, 1514]
article-continuation-note: (છેલ્લા પાનાનું ચાલુ): [268, 247, 326, 255]
paragraph: પ્રદર્શનકારીઓએ બેનરો અને પોસ્ટરો સાથે સૂત્રોચ્ચાર કર્યા હતા. પોલીસે બંદોબસ્ત ગોઠવ્યો હતો.: [754, 1411, 907, 1429]
lottery-dealer-list: ANDHERI Chintamani Enterprises 9987797309 BORIVALI The Diamond Corporation 8657436773 DADAR Ambika Agency 9969024881 | R K Enterprises 7715844353 | Shree Ganesh Enterprises 9870017798 GHATKOPAR Sai Sankh Agency 9833143143 | Shree Ganesh Agency 9323977979 GIRGAON Trimurti Lottery Agency 9167826648 JOGESHWARI Jai Jalaram Lotteries 9821488334 KALBADEVI Meesal Agency 9833253514 Prince Agency 9833748152 MALAD Shree Lottery 9819574813 MIRA ROAD Sumant Enterprises 9226435534 MULUND Mahavir Lottery Centre 9773601601 MAZGAON Nitin Marketing 9819161758 NEHRU Road Agency 9930185874 PANVEL Phatak Enterprises 9167552882 THANE BVGanatraHUF 9082702474 | Pawar Lottery Center 9892249002: [1015, 2222, 1434, 2305]
color-swatch: [146, 2503, 166, 2511]
paragraph: પક્ષના નેતૃત્વએ કહ્યું કે જીતી શકે તેવા ઉમેદવારોને જ ટિકિટ આપવામાં આવશે. સર્વેના આધારે નિર્ણય લેવાશે.: [126, 411, 217, 450]
paragraph: કોંગ્રેસના વરીષ્ઠ નેતા દિગ્વિજય સિંહે રાષ્ટ્રીય સ્વયંસેવક સંઘ અને વડાપ્રધાન નરેન્દ્ર મોદીના વખાણ કરતા પક્ષની અંદર જ વિવાદ સર્જાયો છે. પક્ષના અનેક નેતાઓએ તેમના નિવેદન સામે નારાજગી વ્યક્ત કરી છે, જ્યારે કેટલાકે તેમનો બચાવ પણ કર્યો છે.: [1082, 248, 1230, 298]
paragraph: ચૂંટણી યોજાનારી છે. રાજ્યમાં રાજકીયસ્થિતિમાં ટિકિટ લેવા માટે દાવેદારી કરી રહ્યા છે અને પક્ષના નેતૃત્વ સમક્ષ રજૂઆત કરી છે. વળતરના મુદ્દાઓને લઈને પણ ચર્ચા થઈ હતી.: [230, 74, 363, 113]
classified-line: Visa Travel Insurance: [130, 1937, 194, 1945]
paragraph: વડાપ્રધાન નરેન્દ્ર મોદીએ રવિવારે અનેક વિકાસ કાર્યોનું લોકાર્પણ કર્યું હતું. તેમણે નવી યોજનાઓની જાહેરાત પણ કરી હતી.: [1082, 1424, 1230, 1453]
column-divider: [559, 68, 560, 2304]
color-swatch: [187, 2503, 208, 2511]
currency-symbol: ₹: [1113, 2126, 1143, 2179]
paragraph: પૂણે શહેરમાં નવા મતદારોની સંખ્યામાં નોંધપાત્ર વધારો થયો છે. યુવા મતદારોની નોંધણી માટે વિશેષ અભિયાન ચલાવવામાં આવ્યું હતું.: [376, 749, 553, 778]
classified-line: ૯૮૩૩૩૦૦૮૯૮, ૨૮૮૯૮૫૦૦: [26, 1972, 102, 1981]
classified-line: (૧૯૯૩થી) ઉધઈ, વાંદા, માંકડ, મચ્છર, ઉંદર નિયંત્રણ.: [130, 1489, 229, 1507]
color-swatch: [749, 2503, 770, 2511]
paragraph: મહારાષ્ટ્ર પ્રદૂષણ નિયંત્રણ બોર્ડ દ્વારા અનેક એકમોને નોટિસ આપવામાં આવી છે. પ્રદૂષણના ધોરણોનું પાલન ન કરનારા એકમો સામે કાર્યવાહી થશે.: [230, 464, 363, 503]
token-cell: ડી: [284, 1405, 350, 1440]
paragraph: સ્થાનિક રહેવાસીઓએ સુરક્ષા વ્યવસ્થા વધારવાની માગણી કરી હતી. પોલીસે વિસ્તારમાં પેટ્રોલિંગ વધારી દીધું છે.: [25, 513, 114, 552]
classified-line: ૯૦૮૨૭૬૪૫૫૪: [130, 1998, 175, 2007]
article-body: [923, 1385, 1066, 1511]
lottery-brand-sub: Government Lottery: [1023, 2061, 1075, 2068]
classified-line: Singapore Dubai ઓસ્ટ્રેલિયા: [130, 1902, 213, 1910]
divider: [230, 425, 363, 426]
paragraph: ચૂંટણી પંચે જણાવ્યું કે મતદાન શાંતિપૂર્ણ રીતે સંપન્ન થયું છે. કેટલાક મતદાન મથકો પર લાંબી કતારો જોવા મળી હતી.: [126, 161, 217, 200]
paragraph: આંતરરાષ્ટ્રીય સ્તરે આ નિર્ણયની ચર્ચા થઈ રહી છે. અનેક દેશોએ ચિંતા વ્યક્ત કરી છે.: [754, 880, 907, 898]
classified-line: વીરાર-કારગાંવ ૮૪૫૧૯૪૦૯૧૯.: [130, 1646, 211, 1655]
article-body: [1082, 1352, 1230, 1478]
classified-line: બોરીવલી ૯૮૬૭૮૫૦૯૧૯,: [130, 1624, 197, 1633]
article-body: [25, 106, 114, 448]
paragraph: મહારાષ્ટ્ર પ્રદૂષણ નિયંત્રણ બોર્ડ દ્વારા અનેક એકમોને નોટિસ આપવામાં આવી છે. પ્રદૂષણના ધોરણોનું પાલન ન કરનારા એકમો સામે કાર્યવાહી થશે.: [376, 668, 553, 696]
article-body: [1245, 395, 1430, 549]
divider: [1245, 938, 1430, 939]
article-heading: વિરારમાં: [150, 461, 194, 478]
paragraph: રાજકીય વર્તુળોમાં ચર્ચા છે કે અનુસૂચિત જાતિની બેઠકો અને શહેરી વિસ્તારની બેઠકોને લઈને બંને પક્ષો આગ્રહી છે. સ્થાનિક સ્તરે કાર્યકર્તાઓમાં પણ નારાજગી જોવા મળી રહી છે.: [376, 213, 553, 242]
divider: [126, 300, 217, 301]
classified-line: ઘરગથ્થુ સેવાઓ- હાઉસ કીપિંગ, પ્લમ્બિંગ, ઈલેક્ટ્રિક કામ.: [250, 1489, 335, 1507]
column-3b-lower: [376, 572, 553, 874]
classified-ad[interactable]: [125, 1722, 239, 1841]
classified-ad[interactable]: [21, 1566, 120, 1717]
paragraph: પક્ષ કરી રહી છે. મહાયુતિ ૧૧૨ અને શિવસેનાની ૭૨ બેઠકો માટે સમજૂતી થઈ છે અને શેષ ૨૦ બેઠકો માટે જ વિવાદ રહ્યો છે. જોકે, આ બાબતે છેલ્લી ઘડીએ ચર્ચાનો દોર ચાલુ રહ્યો હતો.: [25, 106, 114, 166]
paragraph: કાર્યક્રમમાં મોટી સંખ્યામાં લોકો ઉપસ્થિત રહ્યા હતા. સ્થાનિક નેતાઓએ પણ હાજરી આપી હતી.: [1082, 1459, 1230, 1477]
color-swatch: [686, 2503, 707, 2511]
article-body: [230, 366, 363, 421]
color-swatch-green: [915, 2503, 936, 2511]
paragraph: તંત્રે નિર્માણ કાર્યો પર પ્રતિબંધ મૂક્યો છે. શાળાઓમાં બહારની પ્રવૃત્તિઓ બંધ કરવાની સૂચના અપાઈ છે.: [1082, 1377, 1230, 1396]
paragraph: શશિ થરૂરે દિગ્વિજય સિંહના નિવેદનનું સમર્થન કરતા કહ્યું કે સંગઠનને મજબૂત કરવાની વાત ખોટી નથી. વિરોધીઓ પાસેથી પણ સારી બાબતો શીખી શકાય છે.: [1082, 450, 1230, 490]
paragraph: પર્યાવરણવિદોએ કડક પગલાંની માગ કરી છે. સરકારે કાર્ય યોજના જાહેર કરી છે.: [1245, 1401, 1430, 1419]
